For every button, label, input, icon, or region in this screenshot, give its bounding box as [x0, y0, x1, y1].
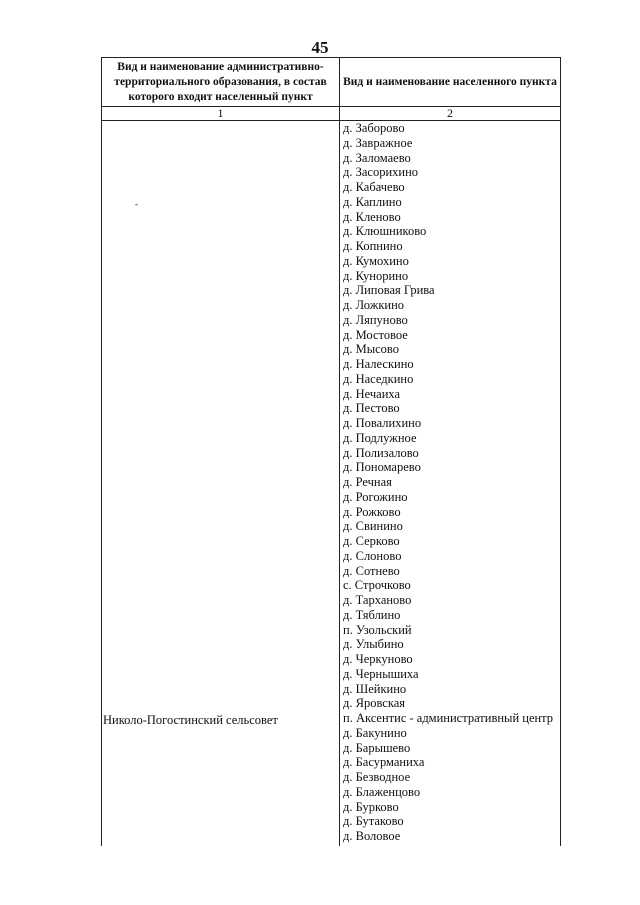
list-item: с. Строчково	[343, 578, 411, 593]
column-number-1: 1	[102, 107, 340, 121]
list-item: д. Кабачево	[343, 180, 405, 194]
settlements-table	[101, 57, 561, 846]
list-item: д. Наседкино	[343, 371, 414, 386]
list-item: д. Засорихино	[343, 165, 419, 180]
list-item: д. Блаженцово	[343, 784, 421, 799]
list-item: д. Клюшниково	[343, 224, 427, 239]
list-item: д. Слоново	[343, 548, 402, 563]
list-item: д. Рожково	[343, 504, 401, 519]
list-item: д. Воловое	[343, 829, 401, 843]
list-item: д. Серково	[343, 534, 400, 548]
list-item: д. Речная	[343, 475, 392, 489]
list-item: д. Ложкино	[343, 298, 405, 312]
list-item: д. Заборово	[343, 121, 405, 135]
settlement-list	[340, 121, 561, 847]
list-item: д. Безводное	[343, 770, 411, 784]
header-col2: Вид и наименование населенного пункта	[340, 58, 561, 107]
list-item: д. Барышево	[343, 740, 411, 755]
list-item: д. Яровская	[343, 696, 406, 711]
list-item: д. Черкуново	[343, 652, 413, 666]
page-number: 45	[311, 38, 329, 57]
list-item: д. Каплино	[343, 194, 402, 209]
list-item: д. Копнино	[343, 239, 403, 253]
list-item: д. Чернышиха	[343, 666, 419, 681]
list-item: д. Бакунино	[343, 725, 407, 740]
list-item: д. Басурманиха	[343, 755, 425, 770]
district-cell	[102, 121, 340, 847]
list-item: д. Мостовое	[343, 327, 408, 342]
list-item: д. Рогожино	[343, 489, 408, 504]
list-item: п. Аксентис - административный центр	[343, 711, 554, 725]
list-item: д. Тяблино	[343, 607, 401, 622]
list-item: д. Ляпуново	[343, 312, 408, 327]
list-item: д. Сотнево	[343, 563, 400, 578]
header-col1: Вид и наименование административно-территориального образования, в состав которого входит населенный пункт	[102, 58, 340, 107]
list-item: д. Шейкино	[343, 681, 407, 696]
list-item: п. Узольский	[343, 622, 412, 637]
list-item: д. Пестово	[343, 401, 400, 416]
list-item: д. Бутаково	[343, 814, 404, 829]
list-item: д. Улыбино	[343, 637, 404, 652]
column-number-row	[102, 107, 561, 121]
district-label: Николо-Погостинский сельсовет	[103, 713, 278, 727]
list-item: д. Липовая Грива	[343, 283, 435, 298]
list-item: д. Полизалово	[343, 445, 419, 460]
list-item: д. Пономарево	[343, 460, 421, 475]
list-item: д. Нечаиха	[343, 386, 401, 401]
list-item: д. Завражное	[343, 135, 413, 150]
list-item: д. Заломаево	[343, 150, 411, 165]
column-number-2: 2	[340, 107, 561, 121]
stray-mark: -	[135, 199, 138, 209]
list-item: д. Тарханово	[343, 593, 412, 607]
list-item: д. Налескино	[343, 357, 414, 371]
list-item: д. Кленово	[343, 209, 401, 224]
list-item: д. Бурково	[343, 799, 399, 814]
list-item: д. Свинино	[343, 519, 403, 534]
list-item: д. Подлужное	[343, 430, 417, 445]
list-item: д. Кумохино	[343, 253, 409, 268]
table-header-row	[102, 58, 561, 107]
list-item: д. Кунорино	[343, 268, 409, 283]
list-item: д. Мысово	[343, 342, 399, 357]
list-item: д. Повалихино	[343, 416, 422, 430]
table-body-row	[102, 121, 561, 847]
